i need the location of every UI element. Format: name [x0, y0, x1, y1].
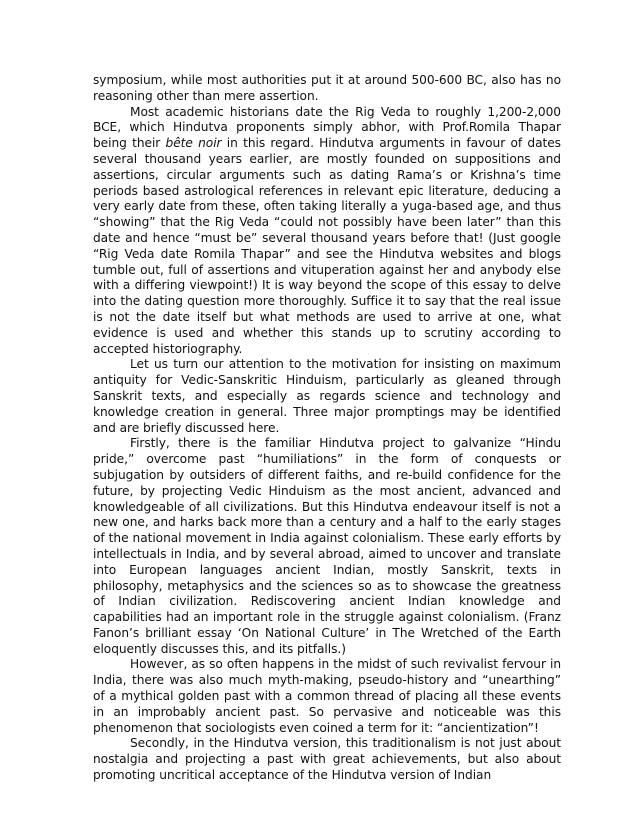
text-run: Firstly, there is the familiar Hindutva project to galvanize “Hindu pride,” overcome past “humiliations” in the form of conquests or subjugation by outsiders of different faiths, and re-build confidence for the future, by projecting Vedic Hinduism as the most ancient, advanced and knowledgeable of all civilizations. But this Hindutva endeavour itself is not a new one, and harks back more than a century and a half to the early stages of the national movement in India against colonialism. These early efforts by intellectuals in India, and by several abroad, aimed to uncover and translate into European languages ancient Indian, mostly Sanskrit, texts in philosophy, metaphysics and the sciences so as to showcase the greatness of Indian civilization. Rediscovering ancient Indian knowledge and capabilities had an important role in the struggle against colonialism. (Franz Fanon’s brilliant essay ‘On National Culture’ in The Wretched of the Earth eloquently discusses this, and its pitfalls.) [93, 436, 561, 656]
paragraph-however [93, 657, 561, 736]
text-run: symposium, while most authorities put it at around 500-600 BC, also has no reasoning other than mere assertion. [93, 73, 561, 103]
paragraph-rig-veda-dating [93, 105, 561, 358]
document-page [93, 73, 561, 784]
paragraph-continued [93, 73, 561, 105]
paragraph-secondly [93, 736, 561, 783]
paragraph-motivation [93, 357, 561, 436]
text-run: Secondly, in the Hindutva version, this traditionalism is not just about nostalgia and projecting a past with great achievements, but also about promoting uncritical acceptance of the Hindutva version of Indian [93, 736, 561, 783]
text-run: Most academic historians date the Rig Veda to roughly 1,200-2,000 BCE, which Hindutva proponents simply abhor, with Prof.Romila Thapar being their [93, 104, 561, 151]
text-run: in this regard. Hindutva arguments in favour of dates several thousand years earlier, are mostly founded on suppositions and assertions, circular arguments such as dating Rama’s or Krishna’s time periods based astrological references in relevant epic literature, deducing a very early date from these, often taking literally a yuga-based age, and thus “showing” that the Rig Veda “could not possibly have been later” than this date and hence “must be” several thousand years before that! (Just google “Rig Veda date Romila Thapar” and see the Hindutva websites and blogs tumble out, full of assertions and vituperation against her and anybody else with a differing viewpoint!) It is way beyond the scope of this essay to delve into the dating question more thoroughly. Suffice it to say that the real issue is not the date itself but what methods are used to arrive at one, what evidence is used and whether this stands up to scrutiny according to accepted historiography. [93, 136, 561, 356]
italic-text-run: bête noir [165, 136, 222, 151]
text-run: However, as so often happens in the midst of such revivalist fervour in India, there was also much myth-making, pseudo-history and “unearthing” of a mythical golden past with a common thread of placing all these events in an improbably ancient past. So pervasive and noticeable was this phenomenon that sociologists even coined a term for it: “ancientization”! [93, 657, 561, 735]
text-run: Let us turn our attention to the motivation for insisting on maximum antiquity for Vedic-Sanskritic Hinduism, particularly as gleaned through Sanskrit texts, and especially as regards science and technology and knowledge creation in general. Three major promptings may be identified and are briefly discussed here. [93, 357, 561, 435]
paragraph-firstly [93, 436, 561, 657]
